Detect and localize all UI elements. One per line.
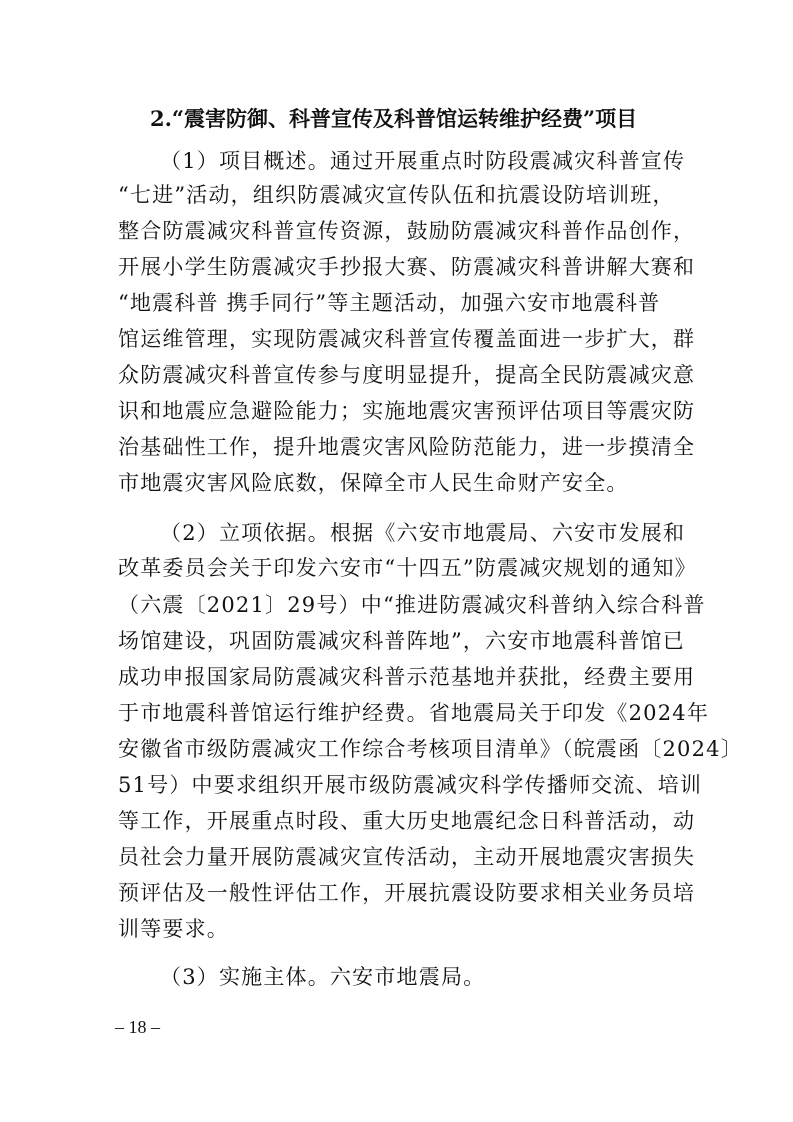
paragraph-line: “地震科普 携手同行”等主题活动，加强六安市地震科普 [118, 291, 661, 315]
paragraph-line: 开展小学生防震减灾手抄报大赛、防震减灾科普讲解大赛和 [118, 255, 696, 279]
paragraph-line: （3）实施主体。六安市地震局。 [160, 965, 486, 989]
paragraph-line: 治基础性工作，提升地震灾害风险防范能力，进一步摸清全 [118, 435, 696, 459]
paragraph-line: 预评估及一般性评估工作，开展抗震设防要求相关业务员培 [118, 881, 696, 905]
paragraph-line: 员社会力量开展防震减灾宣传活动，主动开展地震灾害损失 [118, 845, 696, 869]
paragraph-line: “七进”活动，组织防震减灾宣传队伍和抗震设防培训班， [118, 183, 675, 207]
paragraph-line: 成功申报国家局防震减灾科普示范基地并获批，经费主要用 [118, 665, 696, 689]
paragraph-line: 改革委员会关于印发六安市“十四五”防震减灾规划的通知》 [118, 556, 697, 580]
paragraph-line: 识和地震应急避险能力；实施地震灾害预评估项目等震灾防 [118, 399, 696, 423]
section-heading: 2.“震害防御、科普宣传及科普馆运转维护经费”项目 [150, 106, 638, 131]
paragraph-line: 整合防震减灾科普宣传资源，鼓励防震减灾科普作品创作， [118, 219, 696, 243]
paragraph-line: 馆运维管理，实现防震减灾科普宣传覆盖面进一步扩大，群 [118, 327, 696, 351]
paragraph-line: （2）立项依据。根据《六安市地震局、六安市发展和 [160, 521, 686, 545]
paragraph-line: （六震〔2021〕29号）中“推进防震减灾科普纳入综合科普 [118, 593, 706, 617]
paragraph-line: 51号）中要求组织开展市级防震减灾科学传播师交流、培训 [118, 773, 703, 797]
paragraph-line: 于市地震科普馆运行维护经费。省地震局关于印发《2024年 [118, 701, 710, 725]
paragraph-line: 市地震灾害风险底数，保障全市人民生命财产安全。 [118, 471, 629, 495]
paragraph-line: 等工作，开展重点时段、重大历史地震纪念日科普活动，动 [118, 809, 696, 833]
paragraph-line: （1）项目概述。通过开展重点时防段震减灾科普宣传 [160, 149, 686, 173]
paragraph-line: 场馆建设，巩固防震减灾科普阵地”，六安市地震科普馆已 [118, 629, 685, 653]
page-number: – 18 – [115, 1017, 160, 1037]
paragraph-line: 众防震减灾科普宣传参与度明显提升，提高全民防震减灾意 [118, 363, 696, 387]
paragraph-line: 安徽省市级防震减灾工作综合考核项目清单》（皖震函〔2024〕 [118, 737, 743, 761]
paragraph-line: 训等要求。 [118, 917, 229, 941]
